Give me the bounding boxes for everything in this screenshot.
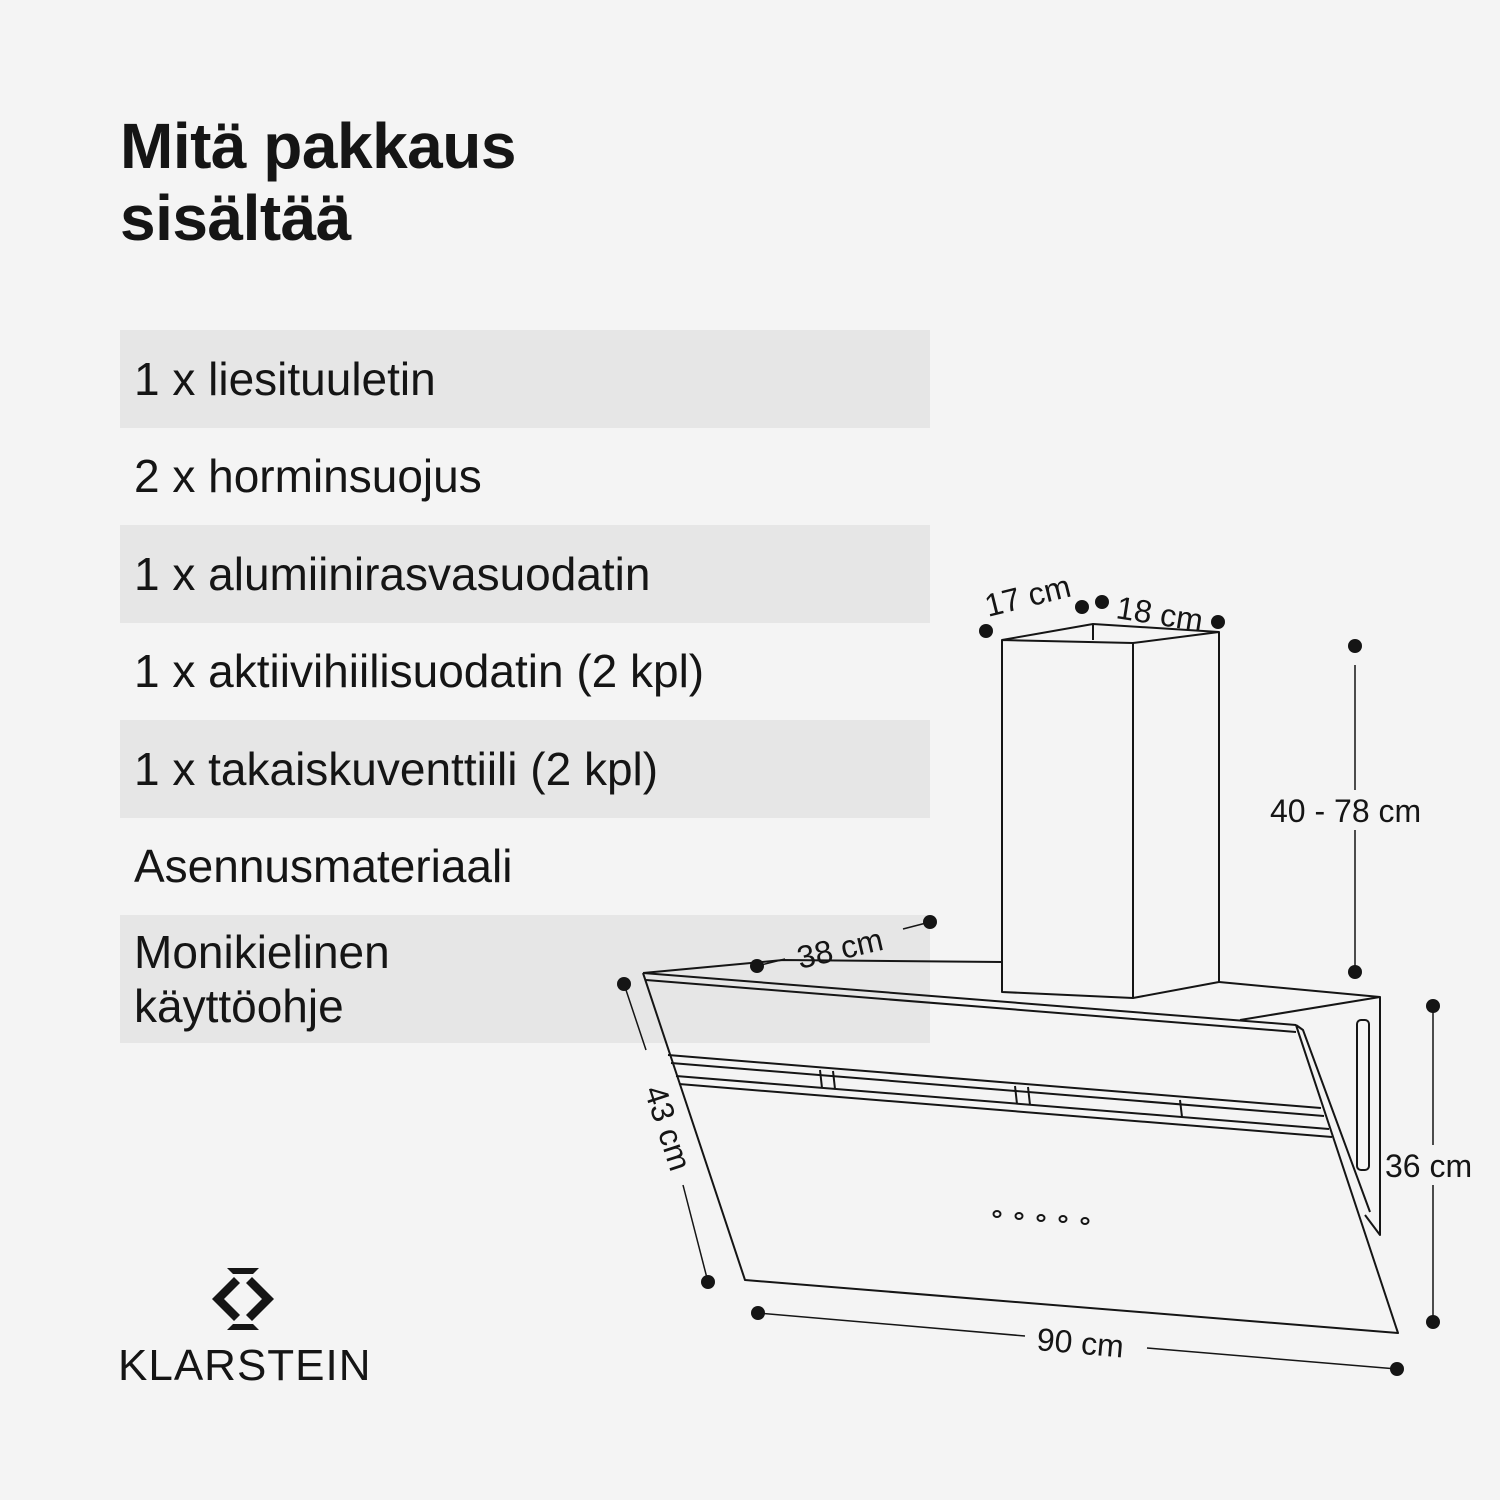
filter-clip-3 — [1180, 1100, 1182, 1117]
chimney-front — [1002, 640, 1133, 998]
dim-dot — [1075, 600, 1089, 614]
dim-label-width: 90 cm — [1035, 1321, 1126, 1365]
dim-line-width-right — [1147, 1348, 1397, 1369]
list-item-label-line-2: käyttöohje — [134, 980, 344, 1032]
list-item-label-line-1: Monikielinen — [134, 926, 390, 978]
dimension-lines — [624, 665, 1433, 1369]
dim-dot — [1426, 999, 1440, 1013]
dim-dot — [617, 977, 631, 991]
dim-dot — [750, 959, 764, 973]
brand-logo-text: KLARSTEIN — [118, 1341, 372, 1390]
klarstein-logo-icon — [210, 1266, 276, 1332]
list-item-label: 2 x horminsuojus — [134, 450, 482, 503]
hood-top-front-edge — [643, 973, 1296, 1025]
title-line-2: sisältää — [120, 182, 351, 254]
dim-line-width-left — [758, 1313, 1025, 1336]
dim-label-chimney-height: 40 - 78 cm — [1270, 793, 1422, 829]
filter-clip-2 — [1015, 1086, 1030, 1105]
control-button-icon — [994, 1211, 1001, 1217]
control-button-icon — [1016, 1213, 1023, 1219]
glass-edge — [1296, 1025, 1370, 1212]
dim-label-chimney-depth: 17 cm — [980, 567, 1075, 624]
hood-drawing — [643, 624, 1398, 1333]
dim-label-depth: 38 cm — [793, 921, 887, 976]
title-line-1: Mitä pakkaus — [120, 110, 516, 182]
hood-top-front-edge-inner — [646, 980, 1296, 1032]
dim-dot — [1426, 1315, 1440, 1329]
dimension-endpoints — [617, 595, 1440, 1376]
filter-clip-1 — [820, 1070, 835, 1089]
hood-side — [1365, 997, 1380, 1235]
control-button-icon — [1082, 1218, 1089, 1224]
dim-dot — [1211, 615, 1225, 629]
glass-panel — [643, 973, 1398, 1333]
filter-bar-2 — [676, 1076, 1332, 1137]
dim-dot — [1348, 965, 1362, 979]
list-item-label: 1 x takaiskuventtiili (2 kpl) — [134, 742, 659, 795]
dim-line-glass-bottom — [683, 1185, 708, 1282]
list-item-label: Asennusmateriaali — [134, 840, 513, 893]
dim-label-chimney-width: 18 cm — [1113, 589, 1206, 639]
dim-dot — [1348, 639, 1362, 653]
list-item-label: 1 x aktiivihiilisuodatin (2 kpl) — [134, 645, 705, 698]
list-item-label: 1 x liesituuletin — [134, 352, 436, 405]
control-button-icon — [1038, 1215, 1045, 1221]
dim-dot — [923, 915, 937, 929]
dim-dot — [701, 1275, 715, 1289]
side-slot — [1357, 1020, 1369, 1170]
dim-dot — [751, 1306, 765, 1320]
hood-top-right — [1219, 982, 1380, 1020]
control-button-icon — [1060, 1216, 1067, 1222]
dim-dot — [1095, 595, 1109, 609]
chimney-side — [1133, 632, 1219, 998]
dim-dot — [979, 624, 993, 638]
dim-label-hood-height: 36 cm — [1385, 1148, 1473, 1184]
dim-dot — [1390, 1362, 1404, 1376]
list-item-label: 1 x alumiinirasvasuodatin — [134, 547, 651, 600]
dim-line-glass-top — [624, 984, 646, 1050]
dim-label-glass-height: 43 cm — [637, 1081, 699, 1176]
filter-bar-1 — [668, 1055, 1324, 1116]
